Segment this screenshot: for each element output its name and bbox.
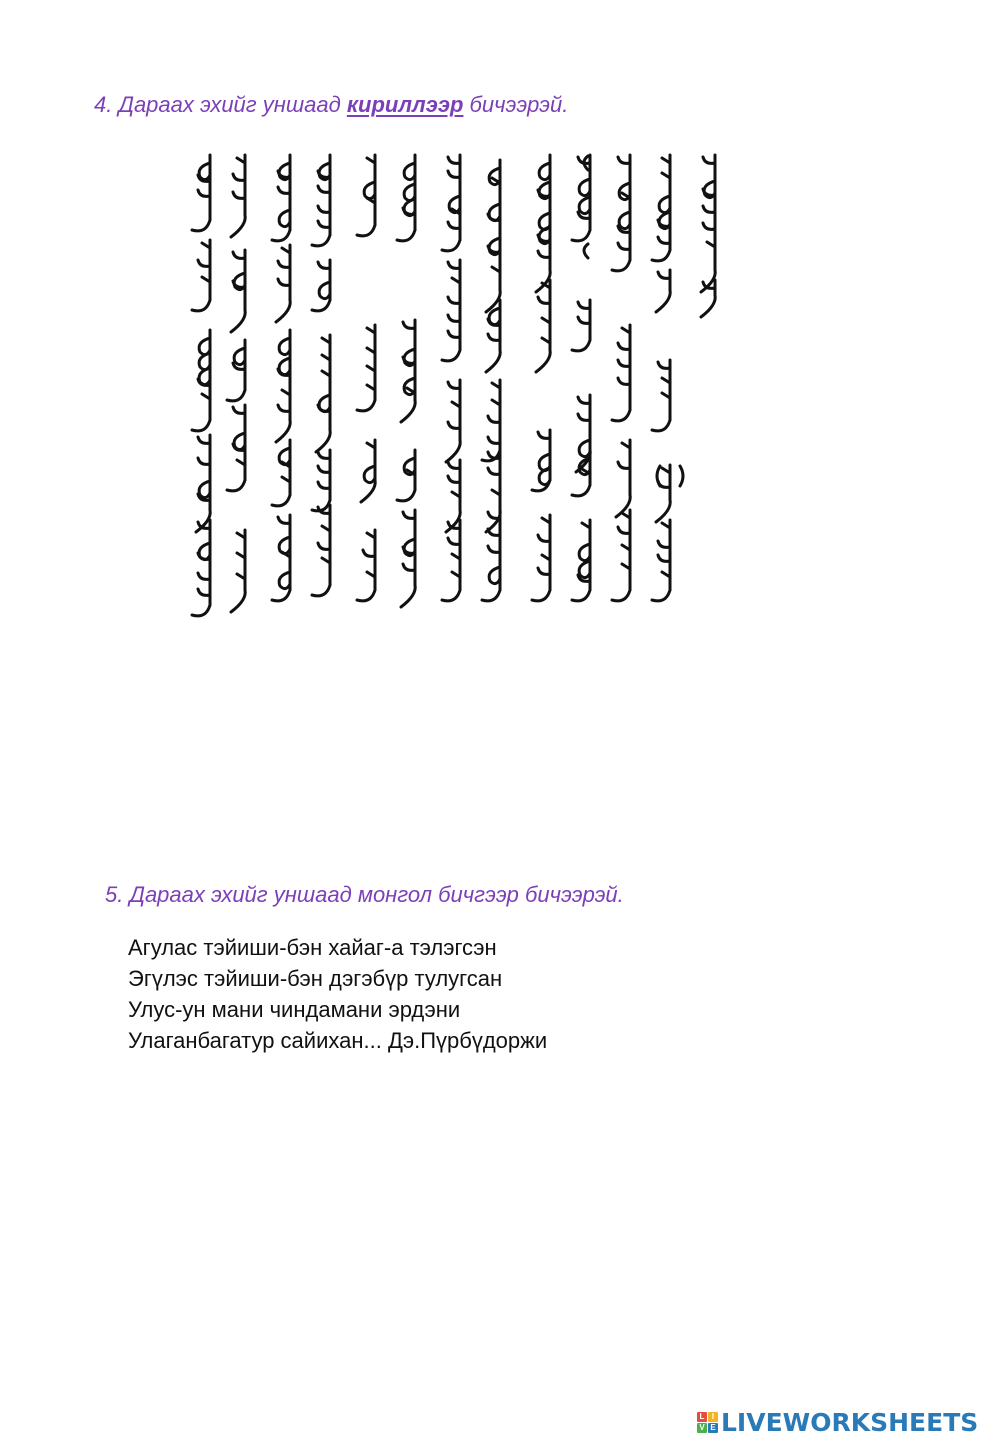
script-tail [357,400,375,411]
script-tail [231,310,245,332]
script-tooth [703,189,715,195]
script-tooth [198,573,210,579]
script-tooth [658,362,670,368]
liveworksheets-logo-icon [697,1412,718,1433]
script-tail [656,290,670,312]
script-tooth [198,458,210,464]
script-tooth [278,279,290,285]
script-tooth [404,163,415,180]
script-tail [231,590,245,612]
script-tail [192,605,210,616]
script-tooth [318,221,330,227]
script-tooth [538,190,550,196]
script-tail [276,300,290,322]
script-tail [357,590,375,601]
script-tooth [279,338,290,355]
script-tooth [488,512,500,518]
script-tooth [279,537,290,554]
script-tail [357,225,375,236]
script-tooth [579,197,590,214]
script-tooth [618,157,630,163]
script-tooth [619,212,630,229]
script-tail [482,590,500,601]
script-tail [312,235,330,246]
script-tooth [578,414,590,420]
mongolian-script-graphic [140,150,740,620]
script-tail [652,590,670,601]
script-tooth [489,567,500,584]
script-tail [316,430,330,452]
script-tooth [658,220,670,226]
script-tail [227,480,245,491]
script-tooth [659,196,670,213]
script-brackets [584,156,683,486]
script-tooth [448,462,460,468]
script-tooth [618,527,630,533]
script-tail [572,590,590,601]
script-tooth [579,561,590,578]
script-tail [312,300,330,311]
script-tooth [579,179,590,196]
script-tooth [538,235,550,241]
script-tail [401,585,415,607]
script-tooth [448,222,460,228]
task4-suffix: бичээрэй. [463,92,569,117]
logo-letter: L [697,1412,707,1422]
script-tail [652,250,670,261]
script-tooth [448,476,460,482]
script-tail [612,590,630,601]
script-tooth [403,322,415,328]
poem-text [128,932,547,1056]
script-tooth [279,572,290,589]
script-tooth [538,535,550,541]
script-tail [536,350,550,372]
script-tail [192,420,210,431]
script-tooth [538,568,550,574]
script-tooth [233,252,245,258]
script-tooth [448,262,460,268]
script-tooth [578,317,590,323]
script-tooth [618,462,630,468]
script-tooth [448,382,460,388]
script-tail [231,215,245,237]
script-tooth [279,210,290,227]
script-tooth [539,163,550,180]
script-tooth [319,282,330,299]
script-tooth [318,206,330,212]
script-tooth [403,357,415,363]
poem-line: Эгүлэс тэйиши-бэн дэгэбүр тулугсан [128,966,503,991]
script-tooth [538,432,550,438]
script-tooth [703,223,715,229]
liveworksheets-brand [697,1406,978,1438]
script-tail [612,410,630,421]
script-tail [397,230,415,241]
script-tail [442,240,460,251]
script-tooth [618,243,630,249]
script-tooth [579,440,590,457]
task4-prefix: 4. Дараах эхийг уншаад [94,92,347,117]
script-tooth [278,405,290,411]
script-tooth [703,157,715,163]
script-tooth [488,416,500,422]
script-tooth [364,182,375,199]
mongolian-script-image [140,150,740,620]
logo-letter: E [708,1423,718,1433]
script-tail [272,495,290,506]
script-tooth [318,452,330,458]
script-tooth [198,437,210,443]
script-tooth [618,378,630,384]
script-tooth [448,297,460,303]
script-tail [446,440,460,462]
script-tooth [488,468,500,474]
poem-line: Агулас тэйиши-бэн хайаг-а тэлэгсэн [128,935,497,960]
script-tooth [403,547,415,553]
script-tail [572,230,590,241]
logo-letter: I [708,1412,718,1422]
script-tooth [488,546,500,552]
script-tooth [318,466,330,472]
script-tooth [233,407,245,413]
script-tooth [278,187,290,193]
script-tooth [703,206,715,212]
script-tail [227,390,245,401]
script-tooth [318,543,330,549]
script-tooth [658,272,670,278]
script-tooth [538,251,550,257]
script-tail [532,590,550,601]
script-tooth [448,538,460,544]
script-tooth [403,564,415,570]
script-tooth [233,192,245,198]
script-tail [656,500,670,522]
script-tooth [488,529,500,535]
script-tooth [318,186,330,192]
script-tooth [448,171,460,177]
script-tooth [198,589,210,595]
script-tooth [364,466,375,483]
logo-letter: V [697,1423,707,1433]
script-tooth [658,555,670,561]
script-tooth [618,360,630,366]
script-tooth [403,512,415,518]
script-tooth [318,482,330,488]
script-tail [701,295,715,317]
script-tail [652,420,670,431]
script-tail [572,340,590,351]
script-tooth [198,190,210,196]
script-tooth [318,262,330,268]
script-tooth [318,171,330,177]
script-tooth [233,281,245,287]
script-tail [442,350,460,361]
script-tail [192,220,210,231]
script-tail [572,485,590,496]
script-tooth [579,544,590,561]
poem-line: Улус-ун мани чиндамани эрдэни [128,997,461,1022]
script-tooth [278,517,290,523]
script-tooth [488,246,500,252]
script-tail [312,500,330,511]
script-tooth [538,297,550,303]
script-tooth [363,550,375,556]
script-tail [272,590,290,601]
brand-name: LIVEWORKSHEETS [721,1407,979,1437]
script-tail [401,400,415,422]
script-tooth [448,315,460,321]
script-tooth [199,163,210,180]
script-tooth [448,157,460,163]
script-tail [272,230,290,241]
script-tooth [198,260,210,266]
task4-heading [94,92,568,118]
task4-emphasis: кириллээр [346,92,464,117]
script-tooth [199,481,210,498]
script-tail [536,270,550,292]
script-tail [442,590,460,601]
script-tooth [278,171,290,177]
script-tail [397,490,415,501]
script-tooth [578,397,590,403]
script-tail [276,420,290,442]
script-tooth [448,422,460,428]
script-tail [612,260,630,271]
script-tooth [578,302,590,308]
script-tooth [658,237,670,243]
script-tail [312,585,330,596]
task5-heading: 5. Дараах эхийг уншаад монгол бичгээр бичээрэй. [105,882,624,907]
script-tail [486,350,500,372]
script-tail [192,300,210,311]
script-tooth [448,331,460,337]
script-tooth [488,437,500,443]
script-tooth [658,541,670,547]
poem-line: Улаганбагатур сайихан... Дэ.Пүрбүдоржи [128,1028,548,1053]
script-tooth [233,174,245,180]
script-tooth [618,343,630,349]
script-tooth [488,334,500,340]
script-tooth [278,261,290,267]
script-tooth [234,348,245,365]
